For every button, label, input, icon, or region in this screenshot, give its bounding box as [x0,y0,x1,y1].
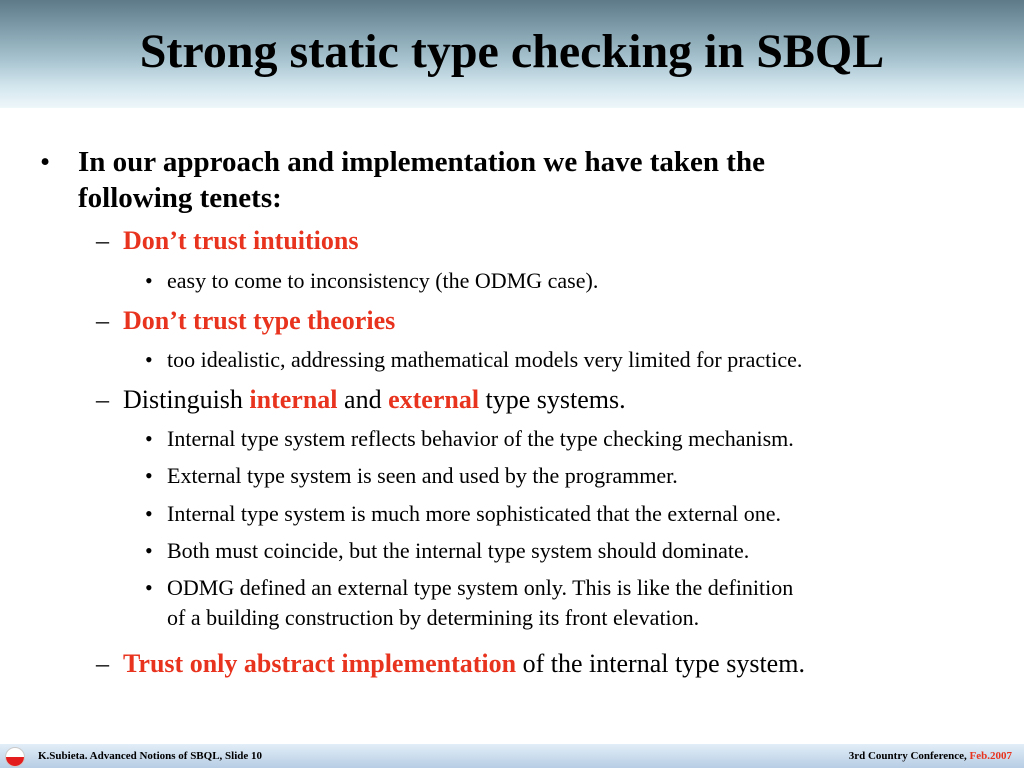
sub-bullet-item [145,573,1007,633]
bullet-marker: • [145,575,153,600]
tenet-text-pre: Distinguish [123,385,250,414]
bullet-marker: • [40,146,51,178]
bullet-marker: • [145,426,153,451]
bullet-marker: • [145,501,153,526]
bullet-marker: • [145,463,153,488]
bullet-marker: • [145,538,153,563]
sub-bullet-item [145,266,1007,296]
level1-text-line2: following tenets: [78,182,282,214]
sub-bullet-text: Both must coincide, but the internal type system should dominate. [167,538,750,563]
sub-bullet-item [145,499,1007,529]
footer-bar [0,744,1024,768]
tenet-heading-intuitions: Don’t trust intuitions [123,226,359,255]
tenet-item-abstract-implementation [96,648,1003,680]
tenet-text-rest: of the internal type system. [516,649,805,678]
dash-marker: – [96,649,109,678]
level1-text-line1: In our approach and implementation we have taken the [78,146,765,178]
tenet-item-type-theories [96,305,1003,337]
sub-bullet-text-line1: ODMG defined an external type system only. This is like the definition [167,575,794,600]
bullet-marker: • [145,347,153,372]
bullet-marker: • [145,268,153,293]
dash-marker: – [96,306,109,335]
tenet-text-mid: and [337,385,389,414]
footer-date: Feb.2007 [969,750,1012,762]
dash-marker: – [96,385,109,414]
sub-bullet-text-line2: of a building construction by determining its front elevation. [167,605,700,630]
sub-bullet-item [145,536,1007,566]
conference-logo-icon [5,747,25,767]
sub-bullet-item [145,345,1007,375]
dash-marker: – [96,226,109,255]
keyword-external: external [388,385,480,414]
tenet-item-intuitions [96,225,1003,257]
footer-conference [849,750,1012,762]
sub-bullet-item [145,424,1007,454]
tenet-item-type-systems [96,384,1003,416]
sub-bullet-text: Internal type system is much more sophisticated that the external one. [167,501,781,526]
tenet-text-post: type systems. [479,385,626,414]
keyword-internal: internal [249,385,338,414]
sub-bullet-text: Internal type system reflects behavior of the type checking mechanism. [167,426,794,451]
sub-bullet-text: too idealistic, addressing mathematical models very limited for practice. [167,347,803,372]
tenet-heading-type-theories: Don’t trust type theories [123,306,396,335]
sub-bullet-text: External type system is seen and used by the programmer. [167,463,678,488]
footer-author-slide: K.Subieta. Advanced Notions of SBQL, Slide 10 [38,750,263,762]
level1-bullet-item [40,144,978,216]
sub-bullet-text: easy to come to inconsistency (the ODMG case). [167,268,599,293]
slide-title: Strong static type checking in SBQL [139,25,885,78]
footer-conference-name: 3rd Country Conference, [848,750,970,762]
tenet-heading-abstract-implementation: Trust only abstract implementation [123,649,517,678]
sub-bullet-item [145,461,1007,491]
